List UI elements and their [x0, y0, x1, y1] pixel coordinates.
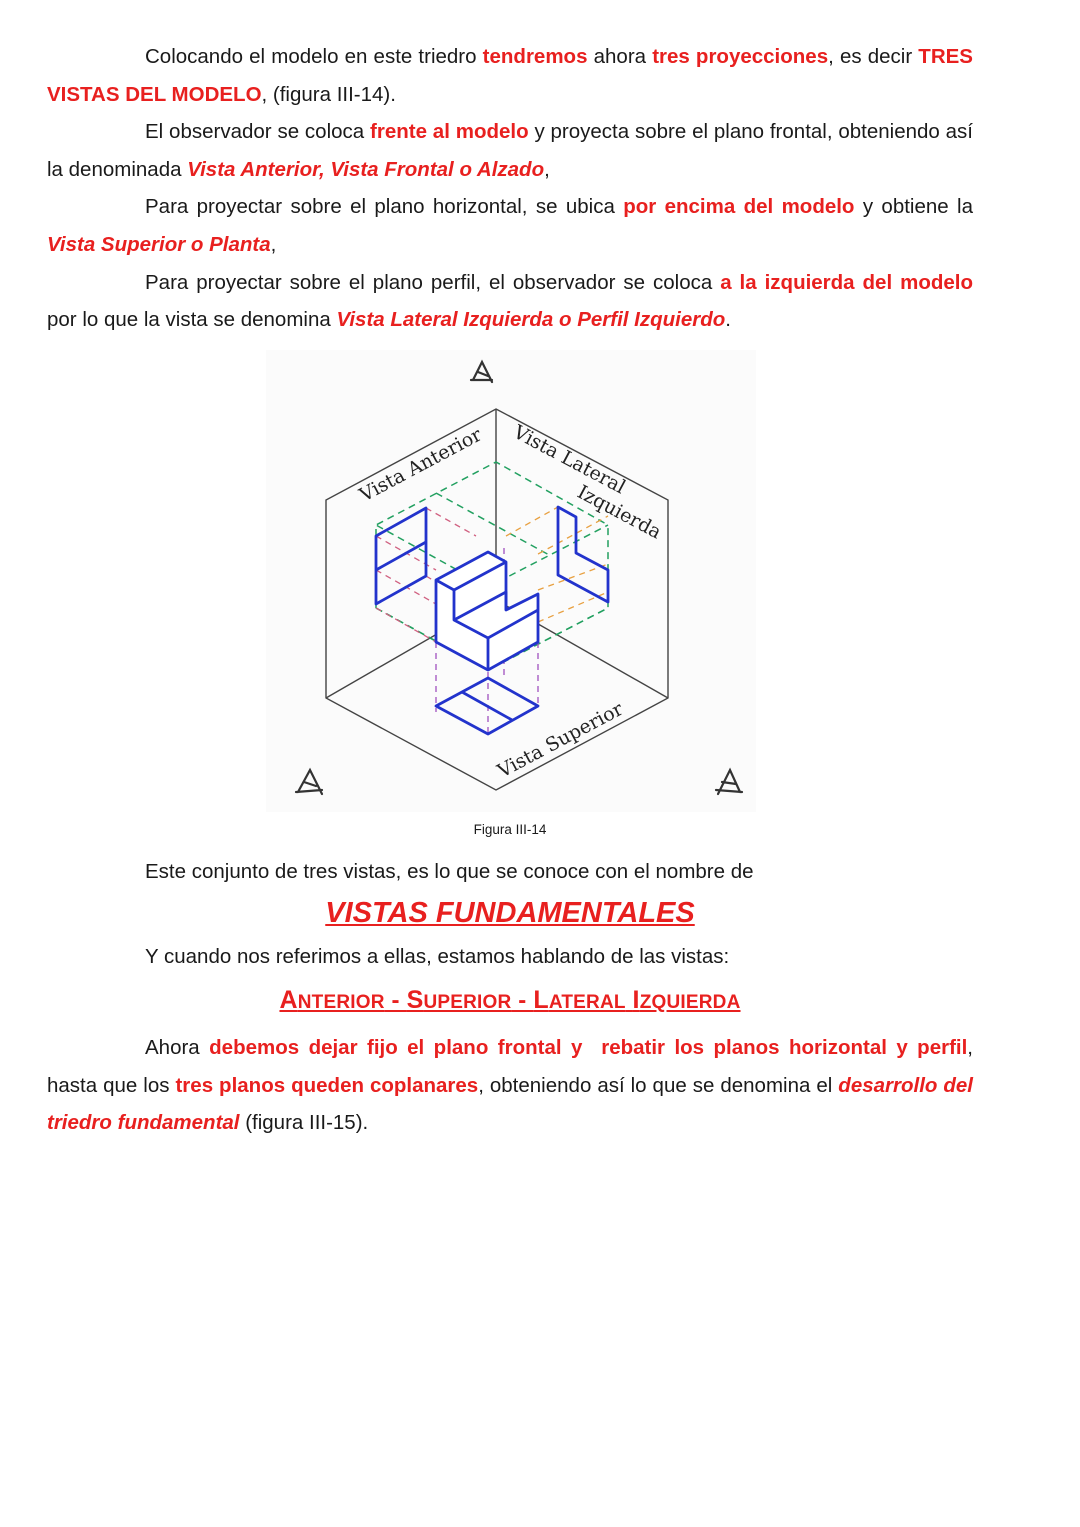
figure-triedro	[266, 350, 756, 812]
rest: ATERAL	[548, 991, 626, 1013]
highlight: tres proyecciones	[652, 45, 829, 68]
model-vista-superior	[436, 678, 538, 734]
highlight: a la izquierda del modelo	[720, 270, 973, 294]
text: por lo que la vista se denomina	[47, 308, 337, 332]
space	[626, 987, 633, 1014]
highlight-italic: Vista Lateral Izquierda o Perfil Izquierdo	[336, 308, 726, 332]
highlight: frente al modelo	[370, 120, 529, 144]
label-izquierda: Izquierda	[573, 480, 666, 544]
text: ,	[270, 232, 277, 256]
label-vista-anterior: Vista Anterior	[356, 423, 486, 507]
sep: -	[511, 986, 534, 1014]
paragraph-7	[47, 1029, 973, 1142]
rest: ZQUIERDA	[639, 991, 741, 1013]
text: ahora	[587, 45, 653, 68]
highlight: tres planos queden coplanares	[175, 1073, 479, 1097]
document-page	[47, 38, 973, 1142]
text: (figura III-15).	[239, 1111, 369, 1135]
highlight: debemos dejar fijo el plano frontal y rebatir los planos horizontal y perfil	[209, 1035, 968, 1059]
rest: NTERIOR	[297, 991, 385, 1013]
text: El observador se coloca	[145, 120, 371, 144]
heading-vistas-list	[47, 976, 973, 1027]
paragraph-2	[47, 113, 973, 188]
text: Colocando el modelo en este triedro	[145, 45, 483, 68]
label-vista-lateral: Vista Lateral	[509, 420, 630, 499]
observer-icon-right	[716, 770, 742, 794]
highlight-italic: Vista Anterior, Vista Frontal o Alzado	[187, 157, 545, 181]
cap: A	[279, 985, 298, 1014]
text: .	[725, 308, 731, 332]
triedro-diagram	[266, 350, 756, 812]
cap: L	[533, 985, 549, 1014]
observer-icon-top	[471, 362, 492, 382]
highlight: tendremos	[482, 45, 588, 68]
text: , (figura III-14).	[261, 82, 396, 106]
text: y obtiene la	[854, 195, 973, 219]
label-vista-superior: Vista Superior	[494, 697, 627, 783]
text: ,	[544, 157, 550, 181]
text: Para proyectar sobre el plano horizontal, se ubica	[145, 195, 624, 219]
text: Para proyectar sobre el plano perfil, el observador se coloca	[145, 270, 721, 294]
text: , obteniendo así lo que se denomina el	[478, 1073, 839, 1097]
text: Ahora	[145, 1035, 210, 1059]
rest: UPERIOR	[423, 991, 512, 1013]
text: , es decir	[828, 45, 919, 68]
cap: I	[632, 985, 640, 1014]
paragraph-6	[47, 938, 973, 976]
text: y proyecta sobre el plano frontal, obteniendo así la denominada	[47, 120, 973, 181]
highlight-italic: Vista Superior o Planta	[47, 232, 271, 256]
text: , hasta que los	[47, 1035, 973, 1097]
heading-vistas-fundamentales: VISTAS FUNDAMENTALES	[325, 897, 695, 930]
figure-caption: Figura III-14	[473, 821, 547, 837]
paragraph-5	[47, 853, 973, 891]
observer-icon-left	[296, 770, 322, 794]
paragraph-1	[47, 38, 973, 113]
model-vista-anterior	[376, 508, 426, 604]
text: Este conjunto de tres vistas, es lo que se conoce con el nombre de	[145, 859, 754, 883]
highlight: TRES VISTAS DEL MODELO	[47, 45, 973, 106]
cap: S	[406, 985, 424, 1014]
text: Y cuando nos referimos a ellas, estamos hablando de las vistas:	[145, 945, 730, 969]
sep: -	[384, 986, 407, 1014]
paragraph-4	[47, 264, 973, 339]
highlight-italic: desarrollo del triedro fundamental	[47, 1073, 974, 1135]
highlight: por encima del modelo	[623, 195, 855, 219]
paragraph-3	[47, 188, 973, 263]
